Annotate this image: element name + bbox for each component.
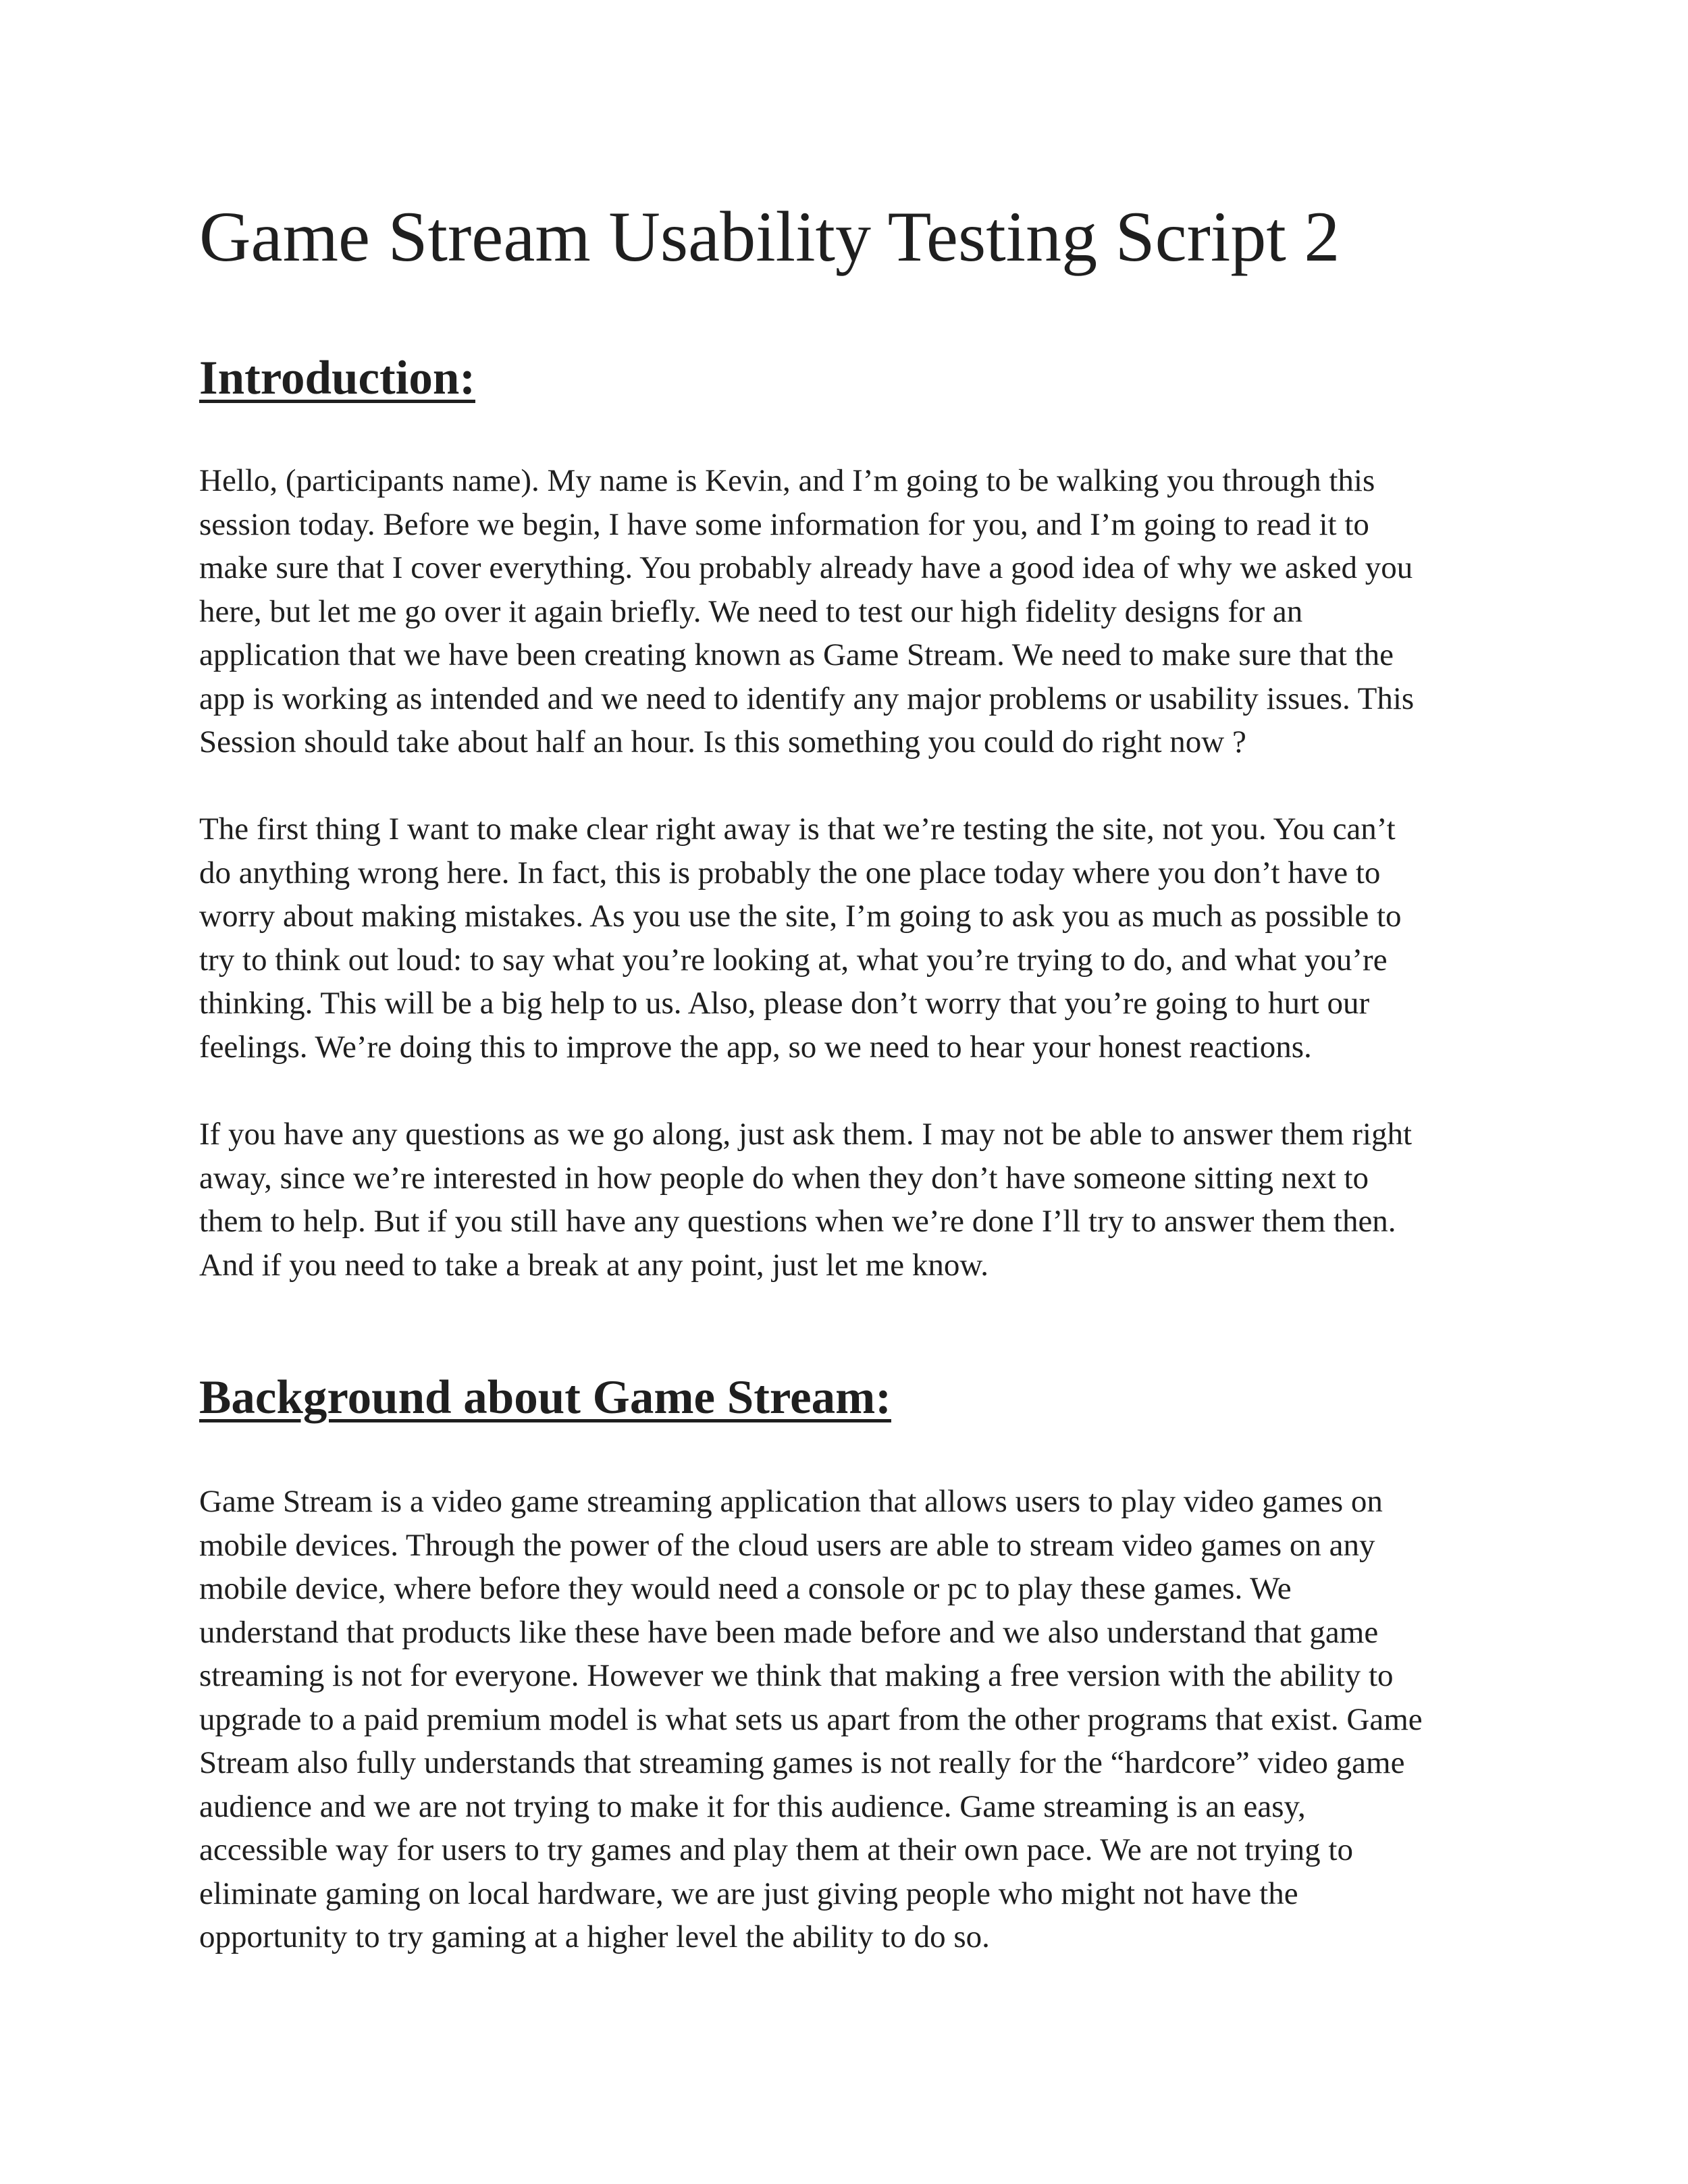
paragraph-line: mobile devices. Through the power of the cloud users are able to stream video games on any [199,1527,1375,1563]
paragraph-line: Game Stream is a video game streaming application that allows users to play video games on [199,1484,1383,1519]
paragraph-line: feelings. We’re doing this to improve the app, so we need to hear your honest reactions. [199,1029,1312,1065]
paragraph-line: mobile device, where before they would need a console or pc to play these games. We [199,1571,1292,1606]
paragraph-line: application that we have been creating known as Game Stream. We need to make sure that the [199,637,1394,672]
paragraph-line: worry about making mistakes. As you use the site, I’m going to ask you as much as possible to [199,899,1402,934]
paragraph-line: understand that products like these have been made before and we also understand that game [199,1614,1379,1650]
paragraph-line: eliminate gaming on local hardware, we are just giving people who might not have the [199,1875,1298,1911]
paragraph-line: make sure that I cover everything. You probably already have a good idea of why we asked you [199,550,1413,585]
background-heading: Background about Game Stream: [199,1371,891,1424]
document-title: Game Stream Usability Testing Script 2 [199,197,1340,276]
paragraph-line: Stream also fully understands that streaming games is not really for the “hardcore” video game [199,1745,1405,1780]
introduction-paragraph [199,459,1523,764]
paragraph-line: Hello, (participants name). My name is Kevin, and I’m going to be walking you through this [199,463,1375,498]
paragraph-line: The first thing I want to make clear right away is that we’re testing the site, not you. You can’t [199,811,1396,847]
introduction-paragraph [199,1113,1523,1287]
paragraph-line: away, since we’re interested in how people do when they don’t have someone sitting next to [199,1160,1369,1196]
paragraph-line: If you have any questions as we go along, just ask them. I may not be able to answer them right [199,1117,1413,1152]
paragraph-line: app is working as intended and we need to identify any major problems or usability issues. This [199,681,1415,716]
paragraph-line: Session should take about half an hour. Is this something you could do right now ? [199,724,1246,760]
paragraph-line: accessible way for users to try games and play them at their own pace. We are not trying to [199,1832,1353,1867]
introduction-paragraph [199,807,1523,1069]
paragraph-line: try to think out loud: to say what you’re looking at, what you’re trying to do, and what you’re [199,942,1388,978]
paragraph-line: streaming is not for everyone. However we think that making a free version with the ability to [199,1658,1394,1693]
paragraph-line: thinking. This will be a big help to us. Also, please don’t worry that you’re going to hurt our [199,986,1370,1021]
paragraph-line: audience and we are not trying to make it for this audience. Game streaming is an easy, [199,1788,1306,1824]
paragraph-line: session today. Before we begin, I have some information for you, and I’m going to read it to [199,506,1369,542]
paragraph-line: them to help. But if you still have any questions when we’re done I’ll try to answer them then. [199,1204,1396,1239]
paragraph-line: do anything wrong here. In fact, this is probably the one place today where you don’t have to [199,855,1381,890]
introduction-heading: Introduction: [199,352,475,404]
paragraph-line: upgrade to a paid premium model is what sets us apart from the other programs that exist. Game [199,1701,1423,1737]
paragraph-line: And if you need to take a break at any point, just let me know. [199,1247,989,1283]
paragraph-line: opportunity to try gaming at a higher level the ability to do so. [199,1919,990,1954]
background-paragraph [199,1480,1523,1959]
paragraph-line: here, but let me go over it again briefly. We need to test our high fidelity designs for an [199,593,1303,629]
